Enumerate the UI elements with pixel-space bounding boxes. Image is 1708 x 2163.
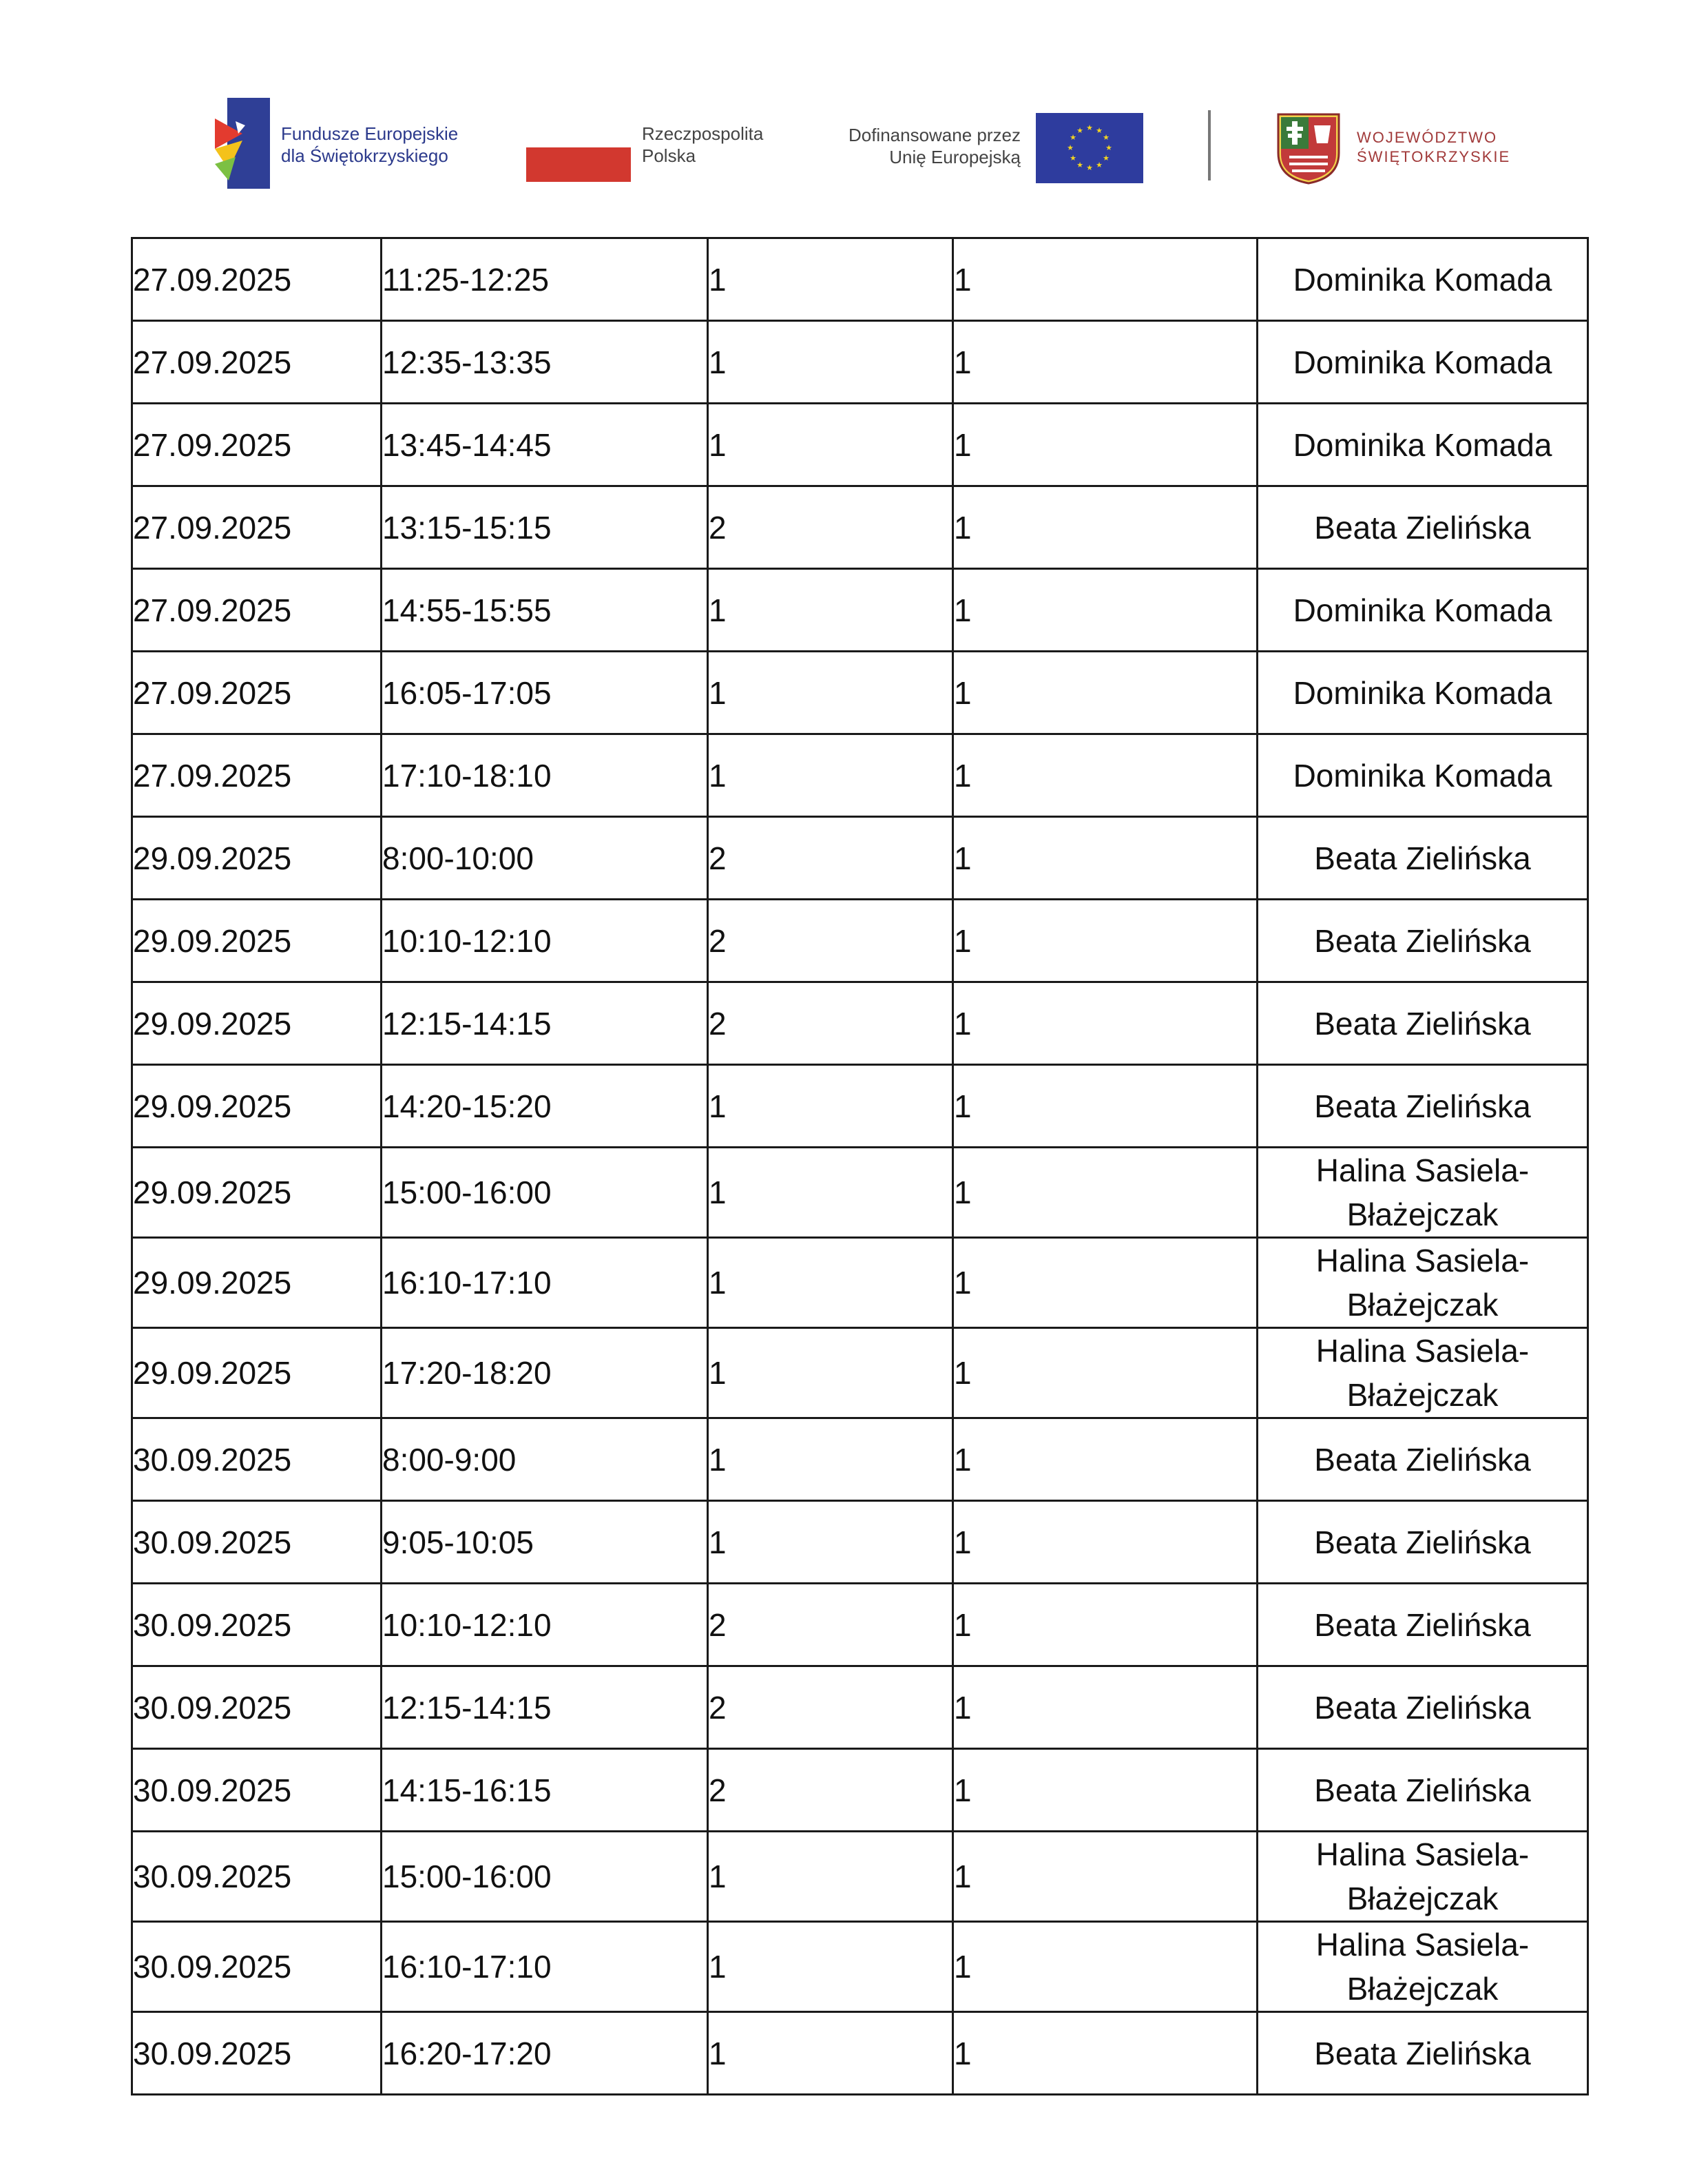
count-cell: 1 <box>708 1238 953 1328</box>
count-cell: 1 <box>708 321 953 404</box>
swietokrzyskie-logo-text <box>1357 128 1510 167</box>
time-cell: 16:10-17:10 <box>382 1922 708 2012</box>
instructor-name-line1: Beata Zielińska <box>1314 1689 1531 1726</box>
instructor-cell <box>1258 652 1588 734</box>
count-cell: 2 <box>708 1749 953 1832</box>
table-row <box>132 652 1588 734</box>
svg-text:★: ★ <box>1086 123 1093 132</box>
date-cell: 27.09.2025 <box>132 569 382 652</box>
date-cell: 29.09.2025 <box>132 1328 382 1418</box>
logo-divider <box>1208 110 1211 180</box>
time-cell: 14:20-15:20 <box>382 1065 708 1148</box>
count-cell: 2 <box>708 486 953 569</box>
group-cell: 1 <box>953 1666 1258 1749</box>
count-cell: 1 <box>708 652 953 734</box>
count-cell: 1 <box>708 1065 953 1148</box>
table-row <box>132 1065 1588 1148</box>
group-cell: 1 <box>953 1065 1258 1148</box>
date-cell: 29.09.2025 <box>132 1065 382 1148</box>
sw-logo-line1: WOJEWÓDZTWO <box>1357 129 1498 146</box>
table-row <box>132 1418 1588 1501</box>
group-cell: 1 <box>953 238 1258 321</box>
rp-logo-line2: Polska <box>642 145 696 166</box>
instructor-name-line1: Beata Zielińska <box>1314 2035 1531 2071</box>
date-cell: 27.09.2025 <box>132 238 382 321</box>
count-cell: 1 <box>708 1922 953 2012</box>
fe-logo-line2: dla Świętokrzyskiego <box>281 145 448 166</box>
instructor-cell <box>1258 1832 1588 1922</box>
date-cell: 29.09.2025 <box>132 1238 382 1328</box>
group-cell: 1 <box>953 1749 1258 1832</box>
instructor-name-line1: Dominika Komada <box>1293 344 1552 380</box>
svg-text:★: ★ <box>1096 126 1103 135</box>
count-cell: 1 <box>708 1832 953 1922</box>
instructor-name-line1: Dominika Komada <box>1293 592 1552 628</box>
eu-flag-icon <box>1036 113 1143 183</box>
instructor-cell <box>1258 2012 1588 2095</box>
time-cell: 9:05-10:05 <box>382 1501 708 1584</box>
ue-logo-line1: Dofinansowane przez <box>848 125 1021 145</box>
group-cell: 1 <box>953 1922 1258 2012</box>
table-row <box>132 734 1588 817</box>
group-cell: 1 <box>953 1501 1258 1584</box>
svg-text:★: ★ <box>1096 161 1103 169</box>
group-cell: 1 <box>953 982 1258 1065</box>
time-cell: 12:15-14:15 <box>382 982 708 1065</box>
table-row <box>132 321 1588 404</box>
instructor-name-line1: Halina Sasiela- <box>1315 1243 1530 1279</box>
table-row <box>132 1148 1588 1238</box>
count-cell: 1 <box>708 1418 953 1501</box>
fundusze-europejskie-logo-text <box>281 123 458 167</box>
group-cell: 1 <box>953 900 1258 982</box>
date-cell: 30.09.2025 <box>132 1922 382 2012</box>
time-cell: 15:00-16:00 <box>382 1148 708 1238</box>
svg-text:★: ★ <box>1086 163 1093 172</box>
date-cell: 30.09.2025 <box>132 1666 382 1749</box>
instructor-name-line1: Beata Zielińska <box>1314 509 1531 546</box>
table-row <box>132 1832 1588 1922</box>
polish-flag-icon <box>526 147 631 182</box>
svg-text:★: ★ <box>1070 154 1076 163</box>
svg-text:★: ★ <box>1103 154 1110 163</box>
instructor-name-line1: Beata Zielińska <box>1314 1441 1531 1478</box>
table-row <box>132 900 1588 982</box>
date-cell: 30.09.2025 <box>132 2012 382 2095</box>
table-row <box>132 569 1588 652</box>
count-cell: 2 <box>708 900 953 982</box>
instructor-cell <box>1258 321 1588 404</box>
time-cell: 12:15-14:15 <box>382 1666 708 1749</box>
svg-text:★: ★ <box>1103 133 1110 142</box>
table-row <box>132 404 1588 486</box>
logo-strip <box>0 0 1708 207</box>
group-cell: 1 <box>953 1328 1258 1418</box>
instructor-cell <box>1258 1238 1588 1328</box>
svg-text:★: ★ <box>1070 133 1076 142</box>
time-cell: 17:20-18:20 <box>382 1328 708 1418</box>
instructor-name-line1: Halina Sasiela- <box>1315 1927 1530 1963</box>
time-cell: 14:15-16:15 <box>382 1749 708 1832</box>
table-row <box>132 1749 1588 1832</box>
time-cell: 11:25-12:25 <box>382 238 708 321</box>
count-cell: 1 <box>708 1501 953 1584</box>
ue-logo-line2: Unię Europejską <box>889 147 1021 167</box>
group-cell: 1 <box>953 486 1258 569</box>
rzeczpospolita-logo-text <box>642 123 763 167</box>
time-cell: 15:00-16:00 <box>382 1832 708 1922</box>
time-cell: 13:45-14:45 <box>382 404 708 486</box>
time-cell: 8:00-9:00 <box>382 1418 708 1501</box>
time-cell: 16:10-17:10 <box>382 1238 708 1328</box>
instructor-name-line2: Błażejczak <box>1346 1287 1499 1323</box>
instructor-cell <box>1258 817 1588 900</box>
count-cell: 2 <box>708 1584 953 1666</box>
instructor-name-line1: Halina Sasiela- <box>1315 1152 1530 1188</box>
instructor-cell <box>1258 1065 1588 1148</box>
instructor-name-line1: Beata Zielińska <box>1314 1088 1531 1124</box>
group-cell: 1 <box>953 569 1258 652</box>
date-cell: 29.09.2025 <box>132 900 382 982</box>
date-cell: 27.09.2025 <box>132 404 382 486</box>
instructor-name-line2: Błażejczak <box>1346 1881 1499 1916</box>
instructor-cell <box>1258 1922 1588 2012</box>
count-cell: 1 <box>708 2012 953 2095</box>
instructor-name-line1: Halina Sasiela- <box>1315 1333 1530 1369</box>
date-cell: 27.09.2025 <box>132 652 382 734</box>
group-cell: 1 <box>953 734 1258 817</box>
svg-text:★: ★ <box>1067 143 1074 152</box>
time-cell: 16:20-17:20 <box>382 2012 708 2095</box>
time-cell: 17:10-18:10 <box>382 734 708 817</box>
eu-funding-text <box>824 124 1021 168</box>
date-cell: 27.09.2025 <box>132 486 382 569</box>
instructor-name-line1: Beata Zielińska <box>1314 1772 1531 1808</box>
group-cell: 1 <box>953 321 1258 404</box>
instructor-cell <box>1258 982 1588 1065</box>
instructor-cell <box>1258 1584 1588 1666</box>
swietokrzyskie-crest-icon <box>1275 112 1342 185</box>
time-cell: 10:10-12:10 <box>382 900 708 982</box>
date-cell: 29.09.2025 <box>132 982 382 1065</box>
instructor-cell <box>1258 734 1588 817</box>
date-cell: 30.09.2025 <box>132 1832 382 1922</box>
table-row <box>132 1328 1588 1418</box>
table-row <box>132 486 1588 569</box>
fundusze-europejskie-logo-icon <box>215 98 270 189</box>
instructor-name-line1: Dominika Komada <box>1293 757 1552 794</box>
count-cell: 1 <box>708 1328 953 1418</box>
table-row <box>132 1666 1588 1749</box>
instructor-cell <box>1258 1148 1588 1238</box>
date-cell: 29.09.2025 <box>132 1148 382 1238</box>
svg-text:★: ★ <box>1076 126 1083 135</box>
svg-text:★: ★ <box>1105 143 1112 152</box>
group-cell: 1 <box>953 2012 1258 2095</box>
time-cell: 16:05-17:05 <box>382 652 708 734</box>
rp-logo-line1: Rzeczpospolita <box>642 123 764 144</box>
instructor-cell <box>1258 238 1588 321</box>
instructor-cell <box>1258 404 1588 486</box>
table-row <box>132 1501 1588 1584</box>
sw-logo-line2: ŚWIĘTOKRZYSKIE <box>1357 148 1511 165</box>
instructor-name-line2: Błażejczak <box>1346 1197 1499 1232</box>
schedule-body <box>132 238 1588 2095</box>
table-row <box>132 2012 1588 2095</box>
group-cell: 1 <box>953 1418 1258 1501</box>
date-cell: 30.09.2025 <box>132 1418 382 1501</box>
instructor-name-line1: Beata Zielińska <box>1314 1606 1531 1643</box>
instructor-cell <box>1258 1501 1588 1584</box>
date-cell: 29.09.2025 <box>132 817 382 900</box>
date-cell: 27.09.2025 <box>132 321 382 404</box>
table-row <box>132 1922 1588 2012</box>
date-cell: 30.09.2025 <box>132 1584 382 1666</box>
instructor-cell <box>1258 1749 1588 1832</box>
count-cell: 2 <box>708 817 953 900</box>
group-cell: 1 <box>953 404 1258 486</box>
group-cell: 1 <box>953 1238 1258 1328</box>
schedule-table <box>131 237 1589 2095</box>
table-row <box>132 1584 1588 1666</box>
instructor-name-line2: Błażejczak <box>1346 1971 1499 2007</box>
instructor-name-line1: Dominika Komada <box>1293 674 1552 711</box>
count-cell: 2 <box>708 982 953 1065</box>
date-cell: 30.09.2025 <box>132 1749 382 1832</box>
count-cell: 1 <box>708 404 953 486</box>
count-cell: 1 <box>708 734 953 817</box>
instructor-name-line1: Beata Zielińska <box>1314 1524 1531 1560</box>
time-cell: 12:35-13:35 <box>382 321 708 404</box>
instructor-name-line1: Beata Zielińska <box>1314 1005 1531 1042</box>
time-cell: 10:10-12:10 <box>382 1584 708 1666</box>
group-cell: 1 <box>953 652 1258 734</box>
count-cell: 1 <box>708 1148 953 1238</box>
instructor-cell <box>1258 1328 1588 1418</box>
date-cell: 30.09.2025 <box>132 1501 382 1584</box>
instructor-name-line1: Halina Sasiela- <box>1315 1836 1530 1872</box>
table-row <box>132 817 1588 900</box>
count-cell: 1 <box>708 238 953 321</box>
table-row <box>132 1238 1588 1328</box>
count-cell: 2 <box>708 1666 953 1749</box>
group-cell: 1 <box>953 1148 1258 1238</box>
instructor-cell <box>1258 900 1588 982</box>
group-cell: 1 <box>953 1832 1258 1922</box>
fe-logo-line1: Fundusze Europejskie <box>281 123 459 144</box>
count-cell: 1 <box>708 569 953 652</box>
instructor-cell <box>1258 1418 1588 1501</box>
svg-text:★: ★ <box>1076 161 1083 169</box>
time-cell: 8:00-10:00 <box>382 817 708 900</box>
group-cell: 1 <box>953 817 1258 900</box>
instructor-cell <box>1258 569 1588 652</box>
date-cell: 27.09.2025 <box>132 734 382 817</box>
group-cell: 1 <box>953 1584 1258 1666</box>
instructor-cell <box>1258 486 1588 569</box>
instructor-name-line1: Dominika Komada <box>1293 426 1552 463</box>
instructor-cell <box>1258 1666 1588 1749</box>
instructor-name-line1: Beata Zielińska <box>1314 840 1531 876</box>
table-row <box>132 238 1588 321</box>
time-cell: 14:55-15:55 <box>382 569 708 652</box>
instructor-name-line1: Dominika Komada <box>1293 261 1552 298</box>
table-row <box>132 982 1588 1065</box>
instructor-name-line1: Beata Zielińska <box>1314 922 1531 959</box>
time-cell: 13:15-15:15 <box>382 486 708 569</box>
instructor-name-line2: Błażejczak <box>1346 1377 1499 1413</box>
